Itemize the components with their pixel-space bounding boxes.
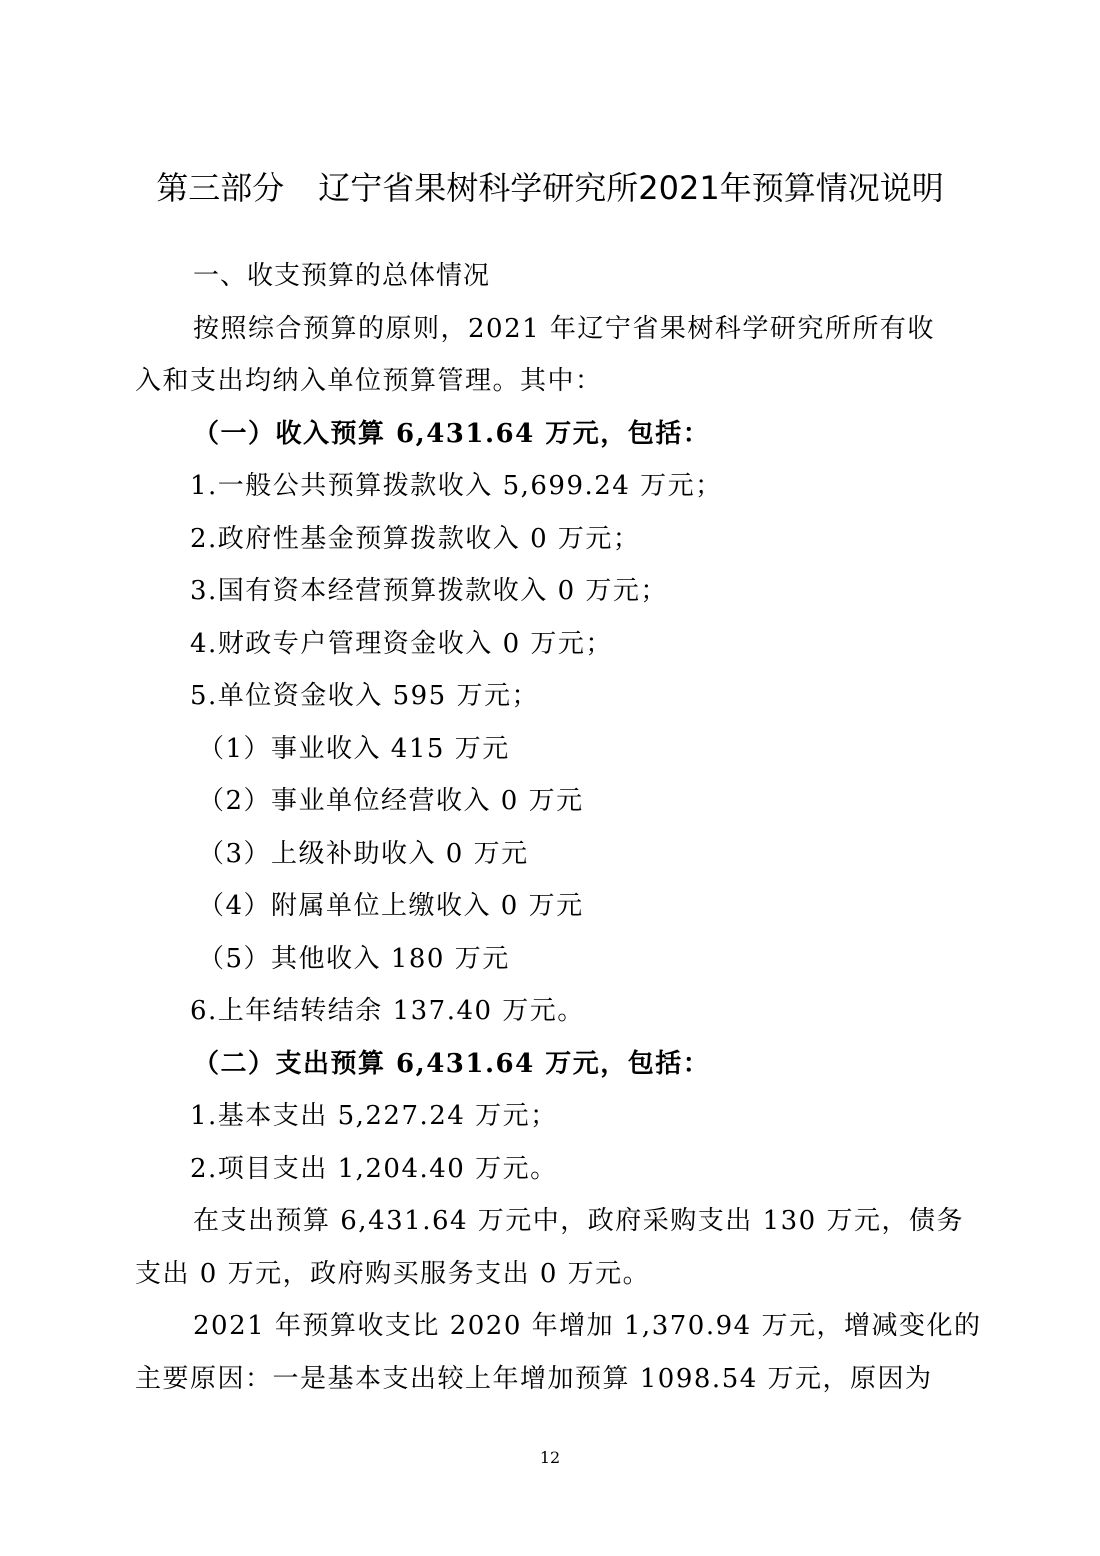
paragraph-line: 主要原因：一是基本支出较上年增加预算 1098.54 万元，原因为 bbox=[135, 1363, 933, 1394]
paragraph-line: 入和支出均纳入单位预算管理。其中： bbox=[135, 366, 603, 396]
document-body bbox=[135, 250, 982, 1405]
paragraph-line: 2021 年预算收支比 2020 年增加 1,370.94 万元，增减变化的 bbox=[193, 1311, 982, 1341]
income-item: 6.上年结转结余 137.40 万元。 bbox=[190, 996, 585, 1026]
income-subitem: （1）事业收入 415 万元 bbox=[198, 733, 510, 764]
expense-item: 1.基本支出 5,227.24 万元； bbox=[190, 1101, 558, 1131]
income-heading: （一）收入预算 6,431.64 万元，包括： bbox=[193, 418, 711, 449]
paragraph-line: 支出 0 万元，政府购买服务支出 0 万元。 bbox=[135, 1258, 651, 1289]
title-main: 辽宁省果树科学研究所2021年预算情况说明 bbox=[318, 169, 944, 207]
income-item: 1.一般公共预算拨款收入 5,699.24 万元； bbox=[190, 471, 723, 501]
income-subitem: （5）其他收入 180 万元 bbox=[198, 943, 510, 974]
income-subitem: （3）上级补助收入 0 万元 bbox=[198, 838, 529, 869]
income-item: 2.政府性基金预算拨款收入 0 万元； bbox=[190, 523, 641, 554]
page-number: 12 bbox=[539, 1448, 561, 1467]
income-subitem: （2）事业单位经营收入 0 万元 bbox=[198, 786, 584, 816]
title-part: 第三部分 bbox=[156, 169, 285, 207]
income-item: 4.财政专户管理资金收入 0 万元； bbox=[190, 628, 613, 659]
document-title bbox=[0, 166, 1100, 210]
expense-item: 2.项目支出 1,204.40 万元。 bbox=[190, 1153, 558, 1184]
income-subitem: （4）附属单位上缴收入 0 万元 bbox=[198, 891, 584, 921]
income-item: 3.国有资本经营预算拨款收入 0 万元； bbox=[190, 576, 668, 606]
income-item: 5.单位资金收入 595 万元； bbox=[190, 681, 539, 711]
paragraph-line: 在支出预算 6,431.64 万元中，政府采购支出 130 万元，债务 bbox=[193, 1206, 964, 1236]
expense-heading: （二）支出预算 6,431.64 万元，包括： bbox=[193, 1048, 711, 1079]
section-heading: 一、收支预算的总体情况 bbox=[193, 261, 491, 291]
paragraph-line: 按照综合预算的原则，2021 年辽宁省果树科学研究所所有收 bbox=[193, 313, 935, 344]
